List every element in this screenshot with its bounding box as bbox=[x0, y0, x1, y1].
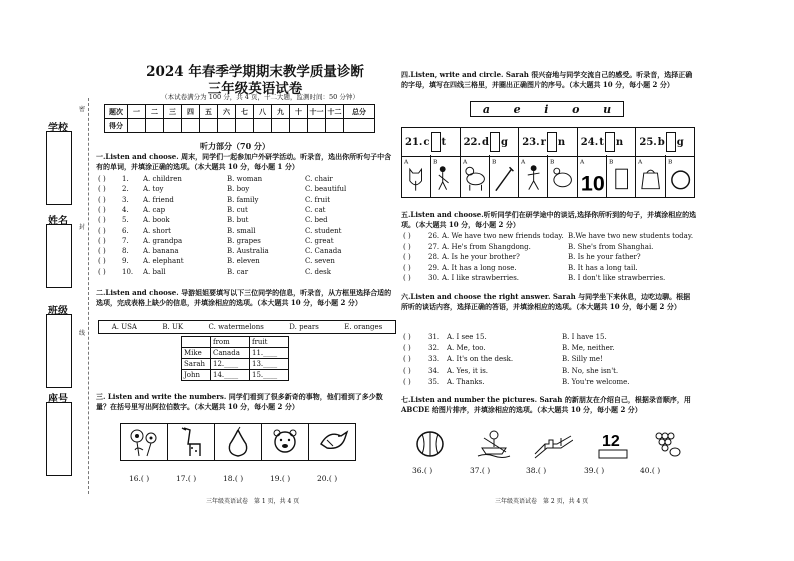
score-cell[interactable] bbox=[128, 119, 146, 133]
section3-instruction: 三. Listen and write the numbers. 同学们看到了很多新奇的事物，他们看到了多少数量？在括号里写出阿拉伯数字。（本大题共 10 分，每小题 2 分） bbox=[96, 392, 383, 411]
item-number: 10. bbox=[122, 267, 134, 276]
score-col: 七 bbox=[236, 105, 254, 119]
watermelon-icon bbox=[410, 426, 450, 460]
item-number: 29. bbox=[428, 263, 440, 272]
choice-a: A. USA bbox=[111, 323, 137, 331]
item-number: 5. bbox=[122, 216, 129, 225]
score-cell[interactable] bbox=[272, 119, 290, 133]
class-field[interactable] bbox=[46, 314, 72, 388]
score-col: 十 bbox=[290, 105, 308, 119]
option-a[interactable]: A. children bbox=[143, 175, 182, 183]
answer-bracket[interactable]: ( ) bbox=[403, 232, 411, 240]
score-row-label: 题次 bbox=[105, 105, 128, 119]
answer-bracket[interactable]: ( ) bbox=[98, 195, 106, 204]
option-a[interactable]: A. banana bbox=[143, 247, 179, 256]
dog-icon bbox=[461, 155, 489, 197]
score-col: 六 bbox=[218, 105, 236, 119]
seat-field[interactable] bbox=[46, 402, 72, 476]
answer-bracket[interactable]: ( ) bbox=[98, 175, 106, 183]
seat-label: 座号 bbox=[48, 394, 68, 405]
item-number: 2. bbox=[122, 185, 129, 194]
hen-picture[interactable] bbox=[548, 155, 577, 197]
score-cell[interactable] bbox=[164, 119, 182, 133]
svg-text:A: A bbox=[403, 159, 409, 166]
svg-text:B: B bbox=[667, 159, 672, 166]
answer-17[interactable]: 17.( ) bbox=[176, 474, 197, 483]
option-b[interactable]: B. It has a long tail. bbox=[568, 263, 638, 272]
svg-text:A: A bbox=[521, 159, 526, 166]
birthday-cake-picture bbox=[593, 426, 633, 460]
word-21[interactable]: 21. c t bbox=[402, 128, 461, 156]
binding-line bbox=[88, 98, 89, 494]
school-label: 学校 bbox=[48, 123, 68, 134]
table-header-from: from bbox=[211, 337, 250, 348]
answer-bracket[interactable]: ( ) bbox=[403, 274, 411, 282]
class-label: 班级 bbox=[48, 306, 68, 317]
answer-bracket[interactable]: ( ) bbox=[403, 366, 411, 375]
answer-bracket[interactable]: ( ) bbox=[403, 377, 411, 386]
answer-18[interactable]: 18.( ) bbox=[223, 474, 244, 483]
flowers-icon bbox=[121, 424, 167, 460]
choice-e: E. oranges bbox=[344, 323, 383, 331]
option-a[interactable]: A. He's from Shangdong. bbox=[442, 242, 531, 251]
option-b[interactable]: B. She's from Shanghai. bbox=[568, 242, 654, 251]
option-c[interactable]: C. beautiful bbox=[305, 185, 347, 194]
section1-instruction: 一.Listen and choose. 周末，同学们一起参加户外研学活动。听录音，选出你所听句子中含有的单词，并填涂正确的选项。（本大题共 10 分，每小题 1 分） bbox=[96, 152, 392, 171]
bird-icon bbox=[309, 424, 355, 460]
option-b[interactable]: B. small bbox=[227, 226, 256, 235]
answer-bracket[interactable]: ( ) bbox=[98, 247, 106, 256]
word-24[interactable]: 24. t n bbox=[578, 128, 637, 156]
tin-icon bbox=[607, 155, 635, 197]
option-b[interactable]: B. car bbox=[227, 267, 249, 276]
run-icon bbox=[519, 155, 547, 197]
option-a[interactable]: A. book bbox=[143, 216, 170, 225]
word-writing-row bbox=[401, 127, 695, 157]
birthday-cake-icon bbox=[593, 426, 633, 460]
option-b[interactable]: B. eleven bbox=[227, 257, 260, 266]
section4-instruction: 四.Listen, write and circle. Sarah 很兴奋地与同学交流自己的感受。听录音，选择正确的字母，填写在四线三格里，并圈出正确图片的序号。（本大题共 10 分，每小题 2 分） bbox=[401, 70, 693, 89]
vowel-a: a bbox=[482, 102, 490, 116]
item-number: 8. bbox=[122, 247, 129, 256]
item-number: 26. bbox=[428, 232, 440, 240]
option-a[interactable]: A. It has a long nose. bbox=[442, 263, 517, 272]
cut-picture[interactable] bbox=[431, 155, 460, 197]
boat-icon bbox=[474, 426, 514, 460]
score-col: 十二 bbox=[326, 105, 344, 119]
section6-instruction: 六.Listen and choose the right answer. Sarah 与同学坐下来休息，边吃边聊。根据所听的谈话内容，选择正确的答语，并填涂相应的选项。（本大题共 10 分，每小题 2 分） bbox=[401, 292, 691, 311]
score-cell[interactable] bbox=[146, 119, 164, 133]
score-cell[interactable] bbox=[254, 119, 272, 133]
answer-bracket[interactable]: ( ) bbox=[98, 226, 106, 235]
boat-picture bbox=[474, 426, 514, 460]
item-number: 32. bbox=[428, 344, 440, 353]
bag-icon bbox=[636, 155, 664, 197]
section5-instruction: 五.Listen and choose.听听同学们在研学途中的谈话,选择你所听到的句子，并填涂相应的选项。（本大题共 10 分，每小题 2 分） bbox=[401, 210, 697, 229]
table-name: Mike bbox=[182, 348, 211, 359]
bag-picture[interactable] bbox=[636, 155, 665, 197]
option-a[interactable]: A. cap bbox=[143, 205, 166, 214]
score-total-label: 总分 bbox=[344, 105, 375, 119]
item-number: 7. bbox=[122, 236, 129, 245]
choice-b: B. UK bbox=[162, 323, 184, 331]
item-number: 31. bbox=[428, 333, 440, 341]
score-cell[interactable] bbox=[308, 119, 326, 133]
exam-title: 2024 年春季学期期末教学质量诊断 bbox=[146, 64, 364, 80]
option-b[interactable]: B.We have two new students today. bbox=[568, 232, 694, 240]
dog-picture[interactable] bbox=[461, 155, 490, 197]
item-number: 30. bbox=[428, 274, 440, 282]
answer-bracket[interactable]: ( ) bbox=[403, 333, 411, 341]
score-total-cell[interactable] bbox=[344, 119, 375, 133]
svg-text:B: B bbox=[491, 159, 497, 166]
option-b[interactable]: B. woman bbox=[227, 175, 263, 183]
vowel-u: u bbox=[603, 102, 612, 116]
score-col: 八 bbox=[254, 105, 272, 119]
cut-icon bbox=[431, 155, 459, 197]
item-number: 28. bbox=[428, 253, 440, 261]
ten-icon bbox=[578, 155, 606, 197]
answer-38[interactable]: 38.( ) bbox=[526, 466, 547, 475]
score-table bbox=[104, 104, 375, 133]
option-a[interactable]: A. elephant bbox=[143, 257, 184, 266]
option-a[interactable]: A. We have two new friends today. bbox=[442, 232, 564, 240]
score-cell[interactable] bbox=[326, 119, 344, 133]
answer-bracket[interactable]: ( ) bbox=[403, 344, 411, 353]
pear-icon bbox=[215, 424, 261, 460]
answer-39[interactable]: 39.( ) bbox=[584, 466, 605, 475]
flowers-picture bbox=[120, 423, 168, 461]
option-c[interactable]: C. cat bbox=[305, 205, 326, 214]
circle-picture-row bbox=[401, 155, 695, 198]
score-row2-label: 得分 bbox=[105, 119, 128, 133]
score-cell[interactable] bbox=[182, 119, 200, 133]
vowel-o: o bbox=[572, 102, 580, 116]
item-number: 35. bbox=[428, 377, 440, 386]
answer-bracket[interactable]: ( ) bbox=[98, 185, 106, 194]
option-a[interactable]: A. friend bbox=[143, 195, 174, 204]
section2-instruction: 二.Listen and choose. 导游姐姐要填写以下三位同学的信息，听录音，从方框里选择合适的选项，完成表格上缺少的信息，并填涂相应的选项。（本大题共 10 分，每小题 2 分） bbox=[96, 288, 392, 307]
item-number: 4. bbox=[122, 205, 129, 214]
item-number: 9. bbox=[122, 257, 129, 266]
table-name: John bbox=[182, 370, 211, 381]
dig-icon bbox=[490, 155, 518, 197]
grapes-picture bbox=[645, 426, 685, 460]
svg-text:B: B bbox=[550, 159, 555, 166]
option-b[interactable]: B. but bbox=[227, 216, 249, 225]
table-fruit[interactable]: 11.____ bbox=[250, 348, 289, 359]
answer-20[interactable]: 20.( ) bbox=[317, 474, 338, 483]
cat-icon bbox=[402, 155, 430, 197]
svg-text:A: A bbox=[638, 159, 643, 166]
word-22[interactable]: 22. d g bbox=[461, 128, 520, 156]
option-c[interactable]: C. great bbox=[305, 236, 334, 245]
cat-picture[interactable] bbox=[402, 155, 431, 197]
hen-icon bbox=[548, 155, 576, 197]
item-number: 1. bbox=[122, 175, 129, 183]
big-circle-icon bbox=[666, 155, 694, 197]
vowel-box bbox=[470, 101, 624, 117]
answer-bracket[interactable]: ( ) bbox=[98, 257, 106, 266]
exam-subtitle: 三年级英语试卷 bbox=[207, 81, 303, 97]
seal-mark-xian: 线 bbox=[79, 330, 86, 337]
svg-text:A: A bbox=[462, 159, 467, 166]
option-b[interactable]: B. family bbox=[227, 195, 259, 204]
svg-text:A: A bbox=[579, 159, 584, 166]
answer-bracket[interactable]: ( ) bbox=[98, 205, 106, 214]
exam-note: （本试卷满分为 100 分，共 4 页，十二大题，监测时间：50 分钟） bbox=[161, 93, 359, 101]
answer-bracket[interactable]: ( ) bbox=[403, 242, 411, 251]
option-a[interactable]: A. Yes, it is. bbox=[447, 366, 489, 375]
option-a[interactable]: A. short bbox=[143, 226, 171, 235]
section7-instruction: 七.Listen and number the pictures. Sarah 的新朋友在介绍自己，根据录音顺序，用 ABCDE 给图片排序，并填涂相应的选项。（本大题共 10 分，每小题 2 分） bbox=[401, 395, 691, 414]
bear-icon bbox=[262, 424, 308, 460]
choice-d: D. pears bbox=[289, 323, 319, 331]
svg-text:B: B bbox=[433, 159, 438, 166]
score-cell[interactable] bbox=[218, 119, 236, 133]
option-a[interactable]: A. ball bbox=[143, 267, 166, 276]
option-a[interactable]: A. Is he your brother? bbox=[442, 253, 520, 261]
run-picture[interactable] bbox=[519, 155, 548, 197]
word-23[interactable]: 23. r n bbox=[519, 128, 578, 156]
option-c[interactable]: C. student bbox=[305, 226, 342, 235]
great-wall-icon bbox=[533, 426, 573, 460]
score-col: 五 bbox=[200, 105, 218, 119]
answer-36[interactable]: 36.( ) bbox=[412, 466, 433, 475]
footer-left: 三年级英语试卷 第 1 页，共 4 页 bbox=[206, 498, 300, 505]
option-a[interactable]: A. grandpa bbox=[143, 236, 183, 245]
option-b[interactable]: B. boy bbox=[227, 185, 250, 194]
answer-40[interactable]: 40.( ) bbox=[640, 466, 661, 475]
score-col: 十一 bbox=[308, 105, 326, 119]
option-c[interactable]: C. desk bbox=[305, 267, 332, 276]
option-b[interactable]: B. grapes bbox=[227, 236, 261, 245]
table-from[interactable]: 12.____ bbox=[211, 359, 250, 370]
option-c[interactable]: C. fruit bbox=[305, 195, 331, 204]
answer-37[interactable]: 37.( ) bbox=[470, 466, 491, 475]
option-b[interactable]: B. I have 15. bbox=[562, 333, 607, 341]
option-a[interactable]: A. Me, too. bbox=[447, 344, 486, 353]
option-b[interactable]: B. No, she isn't. bbox=[562, 366, 619, 375]
option-b[interactable]: B. Australia bbox=[227, 247, 269, 256]
bear-picture bbox=[261, 423, 309, 461]
watermelon-picture bbox=[410, 426, 450, 460]
option-b[interactable]: B. Me, neither. bbox=[562, 344, 615, 353]
option-b[interactable]: B. Silly me! bbox=[562, 355, 603, 364]
item-number: 6. bbox=[122, 226, 129, 235]
option-a[interactable]: A. toy bbox=[143, 185, 164, 194]
score-col: 一 bbox=[128, 105, 146, 119]
vowel-i: i bbox=[544, 102, 549, 116]
score-col: 四 bbox=[182, 105, 200, 119]
name-label: 姓名 bbox=[48, 216, 68, 227]
score-cell[interactable] bbox=[236, 119, 254, 133]
score-col: 二 bbox=[146, 105, 164, 119]
section2-choice-box bbox=[98, 320, 396, 334]
word-25[interactable]: 25. b g bbox=[636, 128, 694, 156]
option-c[interactable]: C. chair bbox=[305, 175, 333, 183]
answer-bracket[interactable]: ( ) bbox=[98, 267, 106, 276]
from-fruit-table bbox=[181, 336, 289, 381]
bird-picture bbox=[308, 423, 356, 461]
option-b[interactable]: B. You're welcome. bbox=[562, 377, 630, 386]
item-number: 34. bbox=[428, 366, 440, 375]
option-a[interactable]: A. I like strawberries. bbox=[442, 274, 520, 282]
choice-c: C. watermelons bbox=[208, 323, 264, 331]
tin-picture[interactable] bbox=[607, 155, 636, 197]
score-cell[interactable] bbox=[290, 119, 308, 133]
dig-picture[interactable] bbox=[490, 155, 519, 197]
score-col: 九 bbox=[272, 105, 290, 119]
table-from[interactable]: 14.____ bbox=[211, 370, 250, 381]
table-fruit[interactable]: 13.____ bbox=[250, 359, 289, 370]
ten-picture[interactable] bbox=[578, 155, 607, 197]
answer-bracket[interactable]: ( ) bbox=[403, 355, 411, 364]
item-number: 33. bbox=[428, 355, 440, 364]
option-a[interactable]: A. I see 15. bbox=[447, 333, 487, 341]
great-wall-picture bbox=[533, 426, 573, 460]
score-cell[interactable] bbox=[200, 119, 218, 133]
option-b[interactable]: B. cut bbox=[227, 205, 248, 214]
big-picture[interactable] bbox=[666, 155, 694, 197]
option-c[interactable]: C. bed bbox=[305, 216, 328, 225]
option-b[interactable]: B. Is he your father? bbox=[568, 253, 641, 261]
answer-bracket[interactable]: ( ) bbox=[98, 236, 106, 245]
answer-19[interactable]: 19.( ) bbox=[270, 474, 291, 483]
school-field[interactable] bbox=[46, 131, 72, 205]
table-fruit[interactable]: 15.____ bbox=[250, 370, 289, 381]
pear-picture bbox=[214, 423, 262, 461]
grapes-icon bbox=[645, 426, 685, 460]
answer-bracket[interactable]: ( ) bbox=[98, 216, 106, 225]
table-header bbox=[182, 337, 211, 348]
svg-text:10: 10 bbox=[580, 171, 605, 196]
answer-16[interactable]: 16.( ) bbox=[129, 474, 150, 483]
option-b[interactable]: B. I don't like strawberries. bbox=[568, 274, 666, 282]
name-field[interactable] bbox=[46, 224, 72, 288]
answer-bracket[interactable]: ( ) bbox=[403, 253, 411, 261]
score-col: 三 bbox=[164, 105, 182, 119]
footer-right: 三年级英语试卷 第 2 页，共 4 页 bbox=[495, 498, 589, 505]
item-number: 27. bbox=[428, 242, 440, 251]
option-c[interactable]: C. seven bbox=[305, 257, 335, 266]
svg-text:B: B bbox=[609, 159, 614, 166]
table-header-fruit: fruit bbox=[250, 337, 289, 348]
giraffe-icon bbox=[168, 424, 214, 460]
option-a[interactable]: A. Thanks. bbox=[447, 377, 485, 386]
table-name: Sarah bbox=[182, 359, 211, 370]
item-number: 3. bbox=[122, 195, 129, 204]
giraffe-picture bbox=[167, 423, 215, 461]
table-from: Canada bbox=[211, 348, 250, 359]
option-c[interactable]: C. Canada bbox=[305, 247, 342, 256]
seal-mark-feng: 封 bbox=[79, 224, 86, 231]
answer-bracket[interactable]: ( ) bbox=[403, 263, 411, 272]
vowel-e: e bbox=[513, 102, 521, 116]
seal-mark-mi: 密 bbox=[79, 106, 86, 113]
option-a[interactable]: A. It's on the desk. bbox=[447, 355, 514, 364]
svg-text:12: 12 bbox=[602, 433, 620, 450]
listening-header: 听力部分（70 分） bbox=[200, 141, 270, 151]
